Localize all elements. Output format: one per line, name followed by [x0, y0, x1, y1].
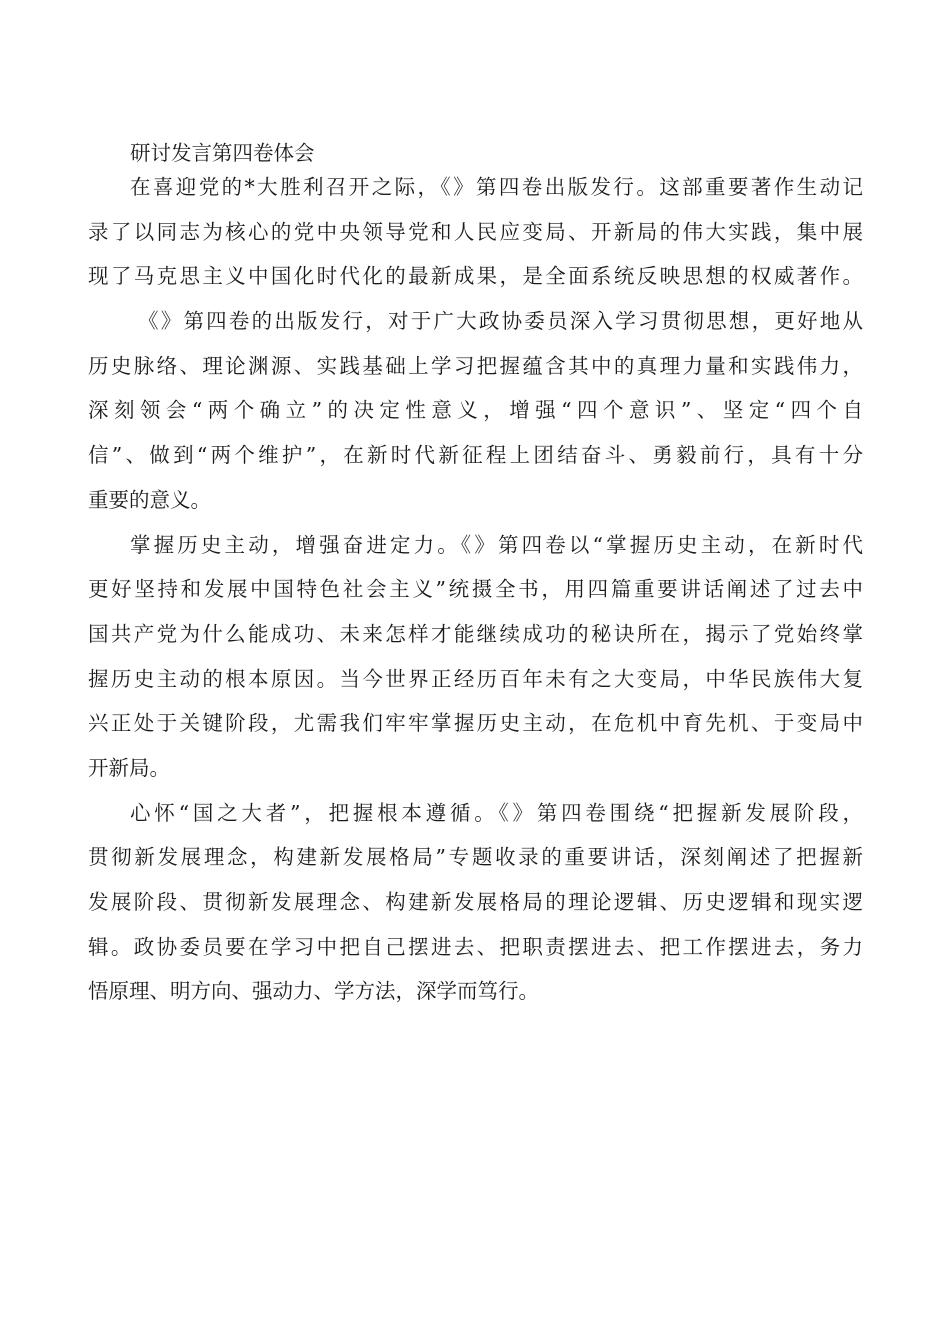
paragraph-2: [88, 299, 863, 522]
paragraph-line: 辑。政协委员要在学习中把自己摆进去、把职责摆进去、把工作摆进去，务力: [88, 934, 863, 959]
paragraph-line: 悟原理、明方向、强动力、学方法，深学而笃行。: [88, 979, 539, 1004]
paragraph-line: 在喜迎党的*大胜利召开之际，《》第四卷出版发行。这部重要著作生动记: [130, 175, 863, 199]
paragraph-line: 心怀“国之大者”，把握根本遵循。《》第四卷围绕“把握新发展阶段，: [130, 800, 863, 825]
paragraph-3: [88, 523, 863, 791]
paragraph-line: 发展阶段、贯彻新发展理念、构建新发展格局的理论逻辑、历史逻辑和现实逻: [88, 890, 863, 914]
paragraph-line: 录了以同志为核心的党中央领导党和人民应变局、开新局的伟大实践，集中展: [88, 219, 863, 244]
paragraph-line: 掌握历史主动，增强奋进定力。《》第四卷以“掌握历史主动，在新时代: [130, 532, 863, 557]
paragraph-line: 《》第四卷的出版发行，对于广大政协委员深入学习贯彻思想，更好地从: [138, 309, 863, 334]
paragraph-line: 国共产党为什么能成功、未来怎样才能继续成功的秘诀所在，揭示了党始终掌: [88, 621, 863, 646]
paragraph-line: 现了马克思主义中国化时代化的最新成果，是全面系统反映思想的权威著作。: [88, 264, 863, 289]
paragraph-line: 更好坚持和发展中国特色社会主义”统摄全书，用四篇重要讲话阐述了过去中: [88, 577, 863, 602]
paragraph-line: 兴正处于关键阶段，尤需我们牢牢掌握历史主动，在危机中育先机、于变局中: [88, 711, 863, 736]
paragraph-line: 贯彻新发展理念，构建新发展格局”专题收录的重要讲话，深刻阐述了把握新: [88, 845, 863, 870]
document-title: 研讨发言第四卷体会: [130, 141, 315, 165]
paragraph-line: 深刻领会“两个确立”的决定性意义，增强“四个意识”、坚定“四个自: [88, 398, 863, 423]
paragraph-1: [88, 165, 863, 299]
paragraph-4: [88, 791, 863, 1014]
paragraph-line: 历史脉络、理论渊源、实践基础上学习把握蕴含其中的真理力量和实践伟力，: [88, 353, 863, 378]
paragraph-line: 重要的意义。: [88, 487, 211, 512]
document-body: [88, 165, 863, 1014]
paragraph-line: 握历史主动的根本原因。当今世界正经历百年未有之大变局，中华民族伟大复: [88, 666, 863, 691]
paragraph-line: 信”、做到“两个维护”，在新时代新征程上团结奋斗、勇毅前行，具有十分: [88, 443, 863, 468]
paragraph-line: 开新局。: [88, 755, 170, 780]
